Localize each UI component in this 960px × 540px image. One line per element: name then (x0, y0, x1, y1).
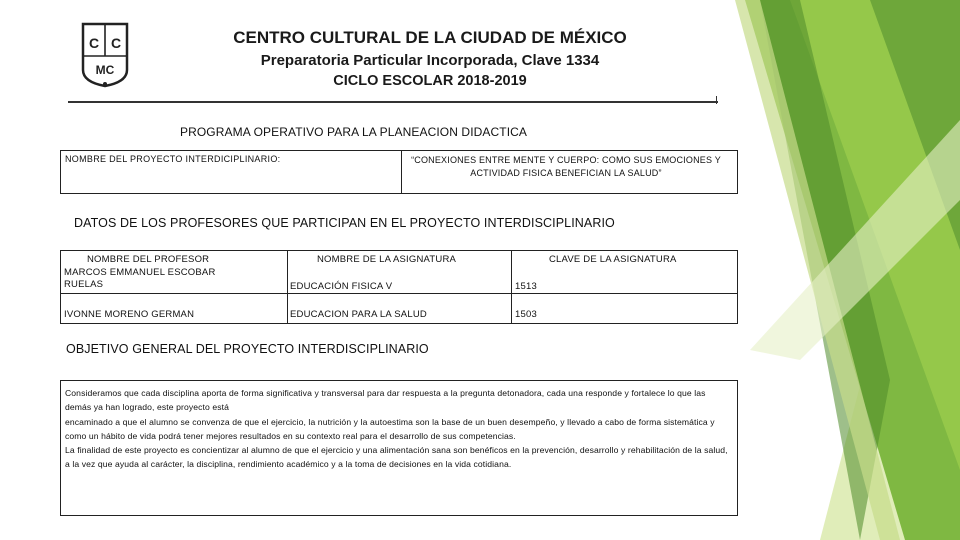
column-header-code: CLAVE DE LA ASIGNATURA (549, 254, 677, 265)
table-column-divider (511, 251, 512, 323)
objective-text (65, 386, 731, 472)
logo-monogram: MC (95, 63, 115, 77)
logo-letter-right: C (110, 35, 122, 51)
objective-paragraph: encaminado a que el alumno se convenza de que el ejercicio, la nutrición y la autoestima son la base de un buen desempeño, y llevado a cabo de forma sistemática y como un hábito de vida podrá tener mejores resultados en su contexto real para el desarrollo de sus competencias. (65, 416, 715, 441)
school-cycle: CICLO ESCOLAR 2018-2019 (333, 73, 527, 89)
teachers-table (60, 250, 738, 324)
project-box-divider (401, 151, 402, 193)
project-name-value: “CONEXIONES ENTRE MENTE Y CUERPO: COMO SUS EMOCIONES Y ACTIVIDAD FISICA BENEFICIAN LA SALUD” (411, 155, 721, 178)
institution-name: CENTRO CULTURAL DE LA CIUDAD DE MÉXICO (233, 28, 627, 47)
objective-paragraph: La finalidad de este proyecto es concientizar al alumno de que el ejercicio y una alimentación sana son benéficos en la prevención, desarrollo y rehabilitación de la salud, a la vez que ayuda al carácter, la disciplina, rendimiento académico y a la toma de decisiones en la vida cotidiana. (65, 445, 728, 470)
logo-letter-left: C (88, 35, 100, 51)
project-name-label: NOMBRE DEL PROYECTO INTERDICIPLINARIO: (65, 154, 281, 164)
table-cell-teacher: MARCOS EMMANUEL ESCOBAR RUELAS (64, 267, 216, 290)
objective-paragraph: Consideramos que cada disciplina aporta de forma significativa y transversal para dar respuesta a la pregunta detonadora, cada una responde y fortalece lo que las demás ya han logrado, este proyecto está (65, 388, 706, 413)
column-header-teacher: NOMBRE DEL PROFESOR (87, 254, 210, 265)
header-divider-tick (716, 96, 717, 104)
project-name-box (60, 150, 738, 194)
objective-section-title: OBJETIVO GENERAL DEL PROYECTO INTERDISCIPLINARIO (66, 342, 429, 356)
table-cell-teacher: IVONNE MORENO GERMAN (64, 309, 195, 320)
school-name: Preparatoria Particular Incorporada, Clave 1334 (260, 52, 600, 69)
table-cell-subject: EDUCACIÓN FISICA V (290, 281, 393, 292)
table-cell-code: 1503 (515, 309, 537, 320)
school-logo (80, 22, 130, 88)
table-row-divider (61, 293, 737, 294)
objective-box (60, 380, 738, 516)
header-divider (68, 101, 718, 103)
column-header-subject: NOMBRE DE LA ASIGNATURA (317, 254, 457, 265)
table-column-divider (287, 251, 288, 323)
table-cell-code: 1513 (515, 281, 537, 292)
table-cell-subject: EDUCACION PARA LA SALUD (290, 309, 427, 320)
program-title: PROGRAMA OPERATIVO PARA LA PLANEACION DIDACTICA (180, 125, 528, 139)
teachers-section-title: DATOS DE LOS PROFESORES QUE PARTICIPAN EN EL PROYECTO INTERDISCIPLINARIO (74, 216, 615, 230)
